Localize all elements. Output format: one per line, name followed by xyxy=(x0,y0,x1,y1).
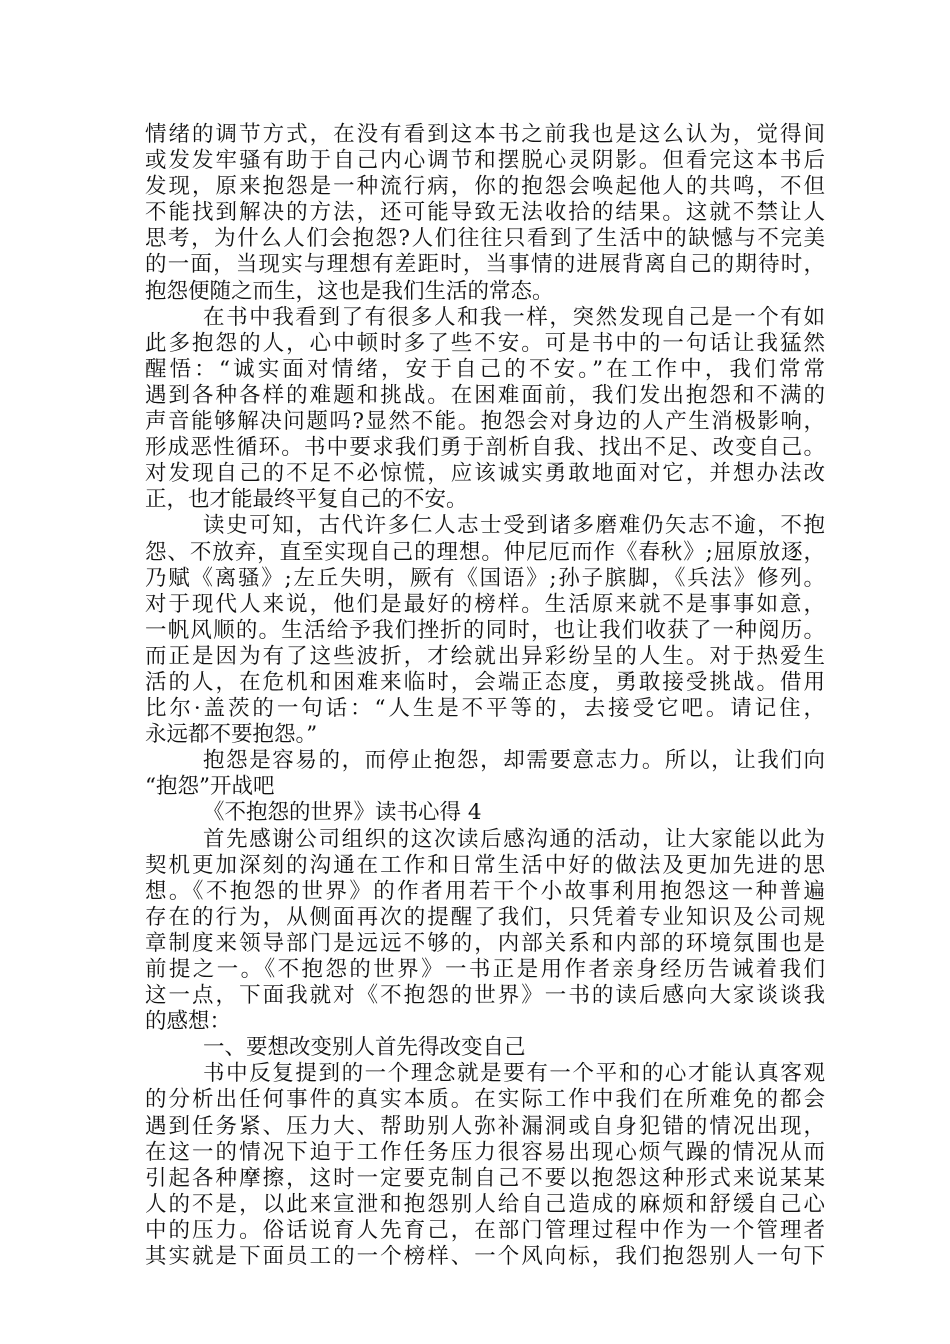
section-heading-line: 一、要想改变别人首先得改变自己 xyxy=(203,1035,526,1061)
text-line: 不能找到解决的方法，还可能导致无法收拾的结果。这就不禁让人 xyxy=(145,200,825,226)
text-line: 思考，为什么人们会抱怨?人们往往只看到了生活中的缺憾与不完美 xyxy=(145,226,825,252)
text-line: 读史可知，古代许多仁人志士受到诸多磨难仍矢志不逾，不抱 xyxy=(203,513,825,539)
text-line: 而正是因为有了这些波折，才绘就出异彩纷呈的人生。对于热爱生 xyxy=(145,643,825,669)
text-line: 这一点，下面我就对《不抱怨的世界》一书的读后感向大家谈谈我 xyxy=(145,983,825,1009)
text-line: 或发发牢骚有助于自己内心调节和摆脱心灵阴影。但看完这本书后 xyxy=(145,148,825,174)
text-line: 醒悟：“诚实面对情绪，安于自己的不安。”在工作中，我们常常 xyxy=(145,356,825,382)
text-line: 其实就是下面员工的一个榜样、一个风向标，我们抱怨别人一句下 xyxy=(145,1244,825,1270)
text-line: 遇到任务紧、压力大、帮助别人弥补漏洞或自身犯错的情况出现， xyxy=(145,1113,825,1139)
text-line: 永远都不要抱怨。” xyxy=(145,722,318,748)
text-line: 中的压力。俗话说育人先育己，在部门管理过程中作为一个管理者 xyxy=(145,1217,825,1243)
text-line: 形成恶性循环。书中要求我们勇于剖析自我、找出不足、改变自己。 xyxy=(145,435,825,461)
text-line: 在书中我看到了有很多人和我一样，突然发现自己是一个有如 xyxy=(203,304,825,330)
text-line: 章制度来领导部门是远远不够的，内部关系和内部的环境氛围也是 xyxy=(145,930,825,956)
text-line: 乃赋《离骚》;左丘失明，厥有《国语》;孙子膑脚，《兵法》修列。 xyxy=(145,565,825,591)
text-line: 引起各种摩擦，这时一定要克制自己不要以抱怨这种形式来说某某 xyxy=(145,1165,825,1191)
text-line: “抱怨”开战吧 xyxy=(145,774,275,800)
text-line: 正，也才能最终平复自己的不安。 xyxy=(145,487,468,513)
text-line: 首先感谢公司组织的这次读后感沟通的活动，让大家能以此为 xyxy=(203,826,825,852)
text-line: 的一面，当现实与理想有差距时，当事情的进展背离自己的期待时， xyxy=(145,252,825,278)
section-heading-line: 《不抱怨的世界》读书心得 4 xyxy=(203,800,482,826)
text-line: 对发现自己的不足不必惊慌，应该诚实勇敢地面对它，并想办法改 xyxy=(145,461,825,487)
text-line: 对于现代人来说，他们是最好的榜样。生活原来就不是事事如意， xyxy=(145,591,825,617)
text-line: 书中反复提到的一个理念就是要有一个平和的心才能认真客观 xyxy=(203,1061,825,1087)
text-line: 契机更加深刻的沟通在工作和日常生活中好的做法及更加先进的思 xyxy=(145,852,825,878)
text-line: 比尔·盖茨的一句话：“人生是不平等的，去接受它吧。请记住， xyxy=(145,696,825,722)
text-line: 一帆风顺的。生活给予我们挫折的同时，也让我们收获了一种阅历。 xyxy=(145,617,825,643)
document-page xyxy=(145,122,825,1270)
text-line: 存在的行为，从侧面再次的提醒了我们，只凭着专业知识及公司规 xyxy=(145,904,825,930)
text-line: 怨、不放弃，直至实现自己的理想。仲尼厄而作《春秋》;屈原放逐， xyxy=(145,539,825,565)
text-line: 活的人，在危机和困难来临时，会端正态度，勇敢接受挑战。借用 xyxy=(145,669,825,695)
text-line: 想。《不抱怨的世界》的作者用若干个小故事利用抱怨这一种普遍 xyxy=(145,878,825,904)
text-line: 遇到各种各样的难题和挑战。在困难面前，我们发出抱怨和不满的 xyxy=(145,382,825,408)
text-line: 抱怨便随之而生，这也是我们生活的常态。 xyxy=(145,278,554,304)
text-line: 的感想： xyxy=(145,1009,232,1035)
text-line: 在这一的情况下迫于工作任务压力很容易出现心烦气躁的情况从而 xyxy=(145,1139,825,1165)
text-line: 人的不是，以此来宣泄和抱怨别人给自己造成的麻烦和舒缓自己心 xyxy=(145,1191,825,1217)
text-line: 发现，原来抱怨是一种流行病，你的抱怨会唤起他人的共鸣，不但 xyxy=(145,174,825,200)
text-line: 的分析出任何事件的真实本质。在实际工作中我们在所难免的都会 xyxy=(145,1087,825,1113)
text-line: 声音能够解决问题吗?显然不能。抱怨会对身边的人产生消极影响， xyxy=(145,409,825,435)
text-line: 前提之一。《不抱怨的世界》一书正是用作者亲身经历告诫着我们 xyxy=(145,957,825,982)
text-line: 此多抱怨的人，心中顿时多了些不安。可是书中的一句话让我猛然 xyxy=(145,330,825,356)
text-line: 情绪的调节方式，在没有看到这本书之前我也是这么认为，觉得间 xyxy=(145,122,825,147)
text-line: 抱怨是容易的，而停止抱怨，却需要意志力。所以，让我们向 xyxy=(203,748,825,774)
